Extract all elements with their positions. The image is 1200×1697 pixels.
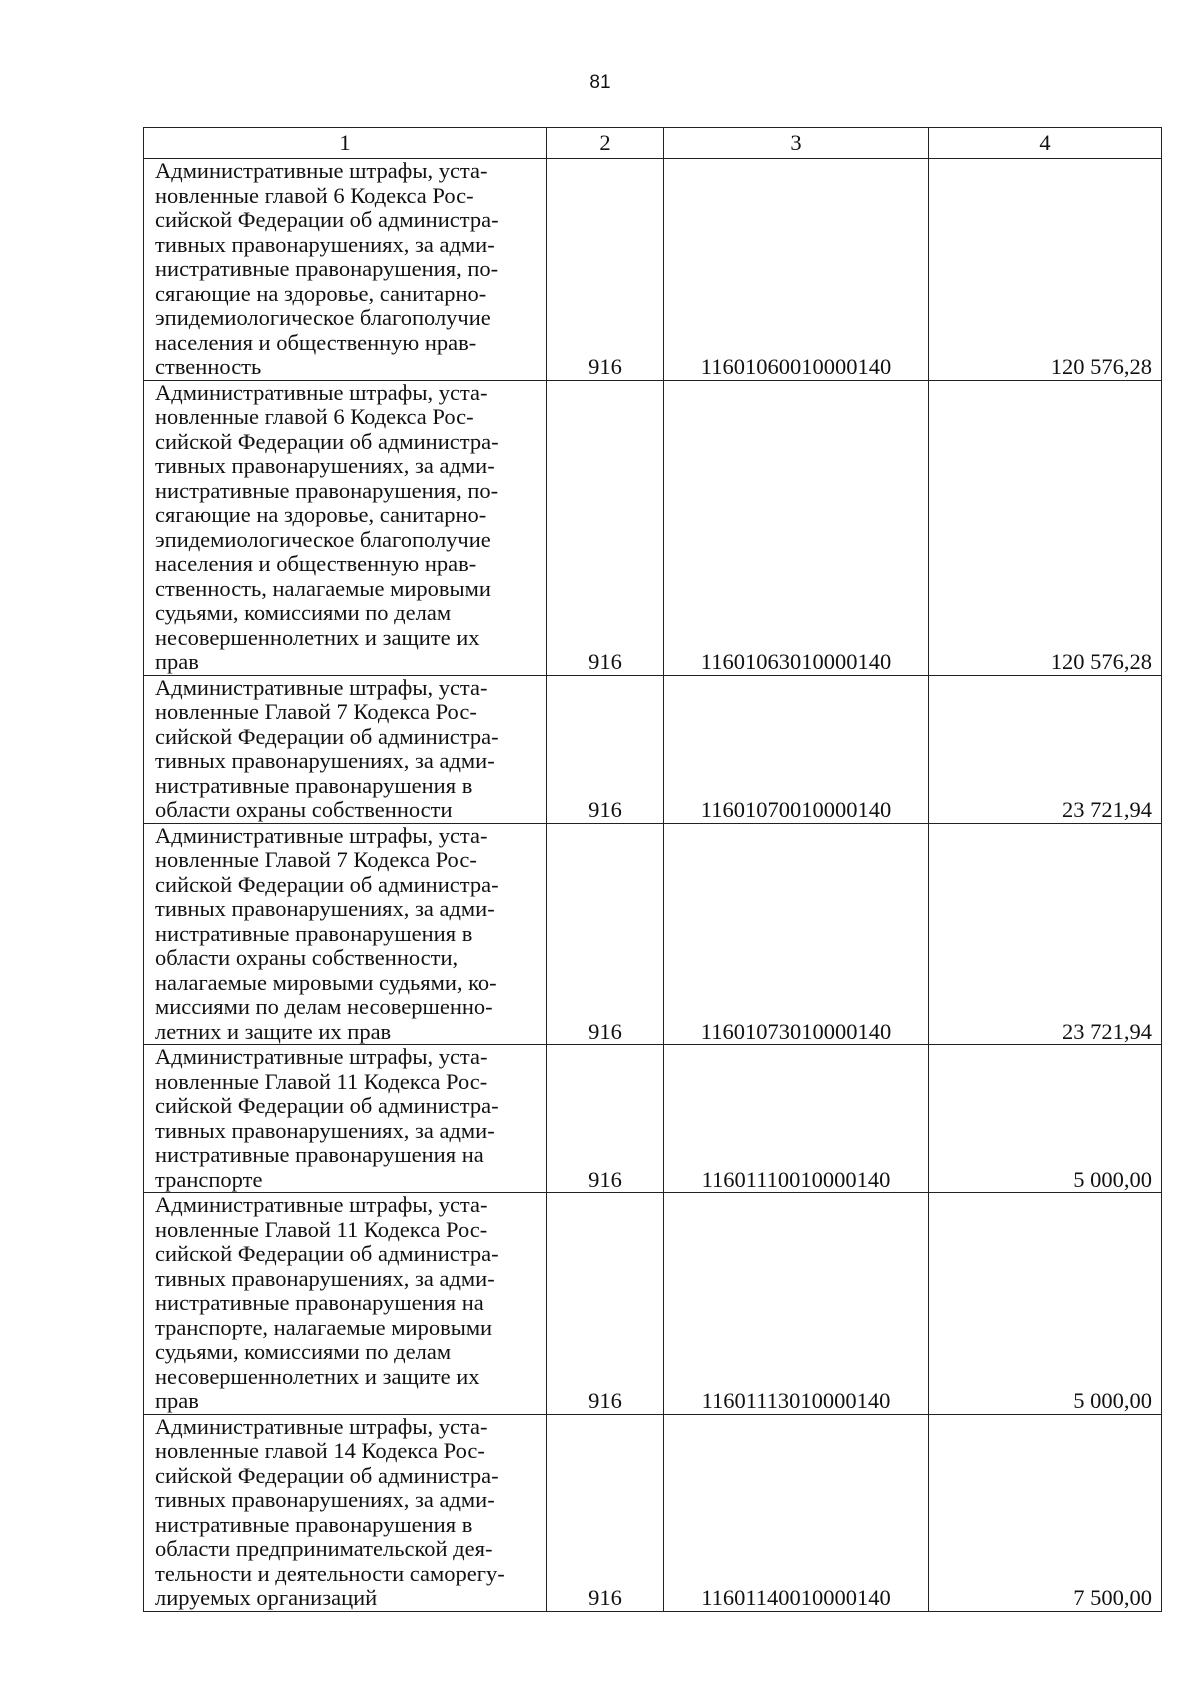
revenue-name-line: нистративные правонарушения на [155,1142,484,1167]
table-row [144,823,1162,1045]
revenue-name-line: нистративные правонарушения, по- [155,256,499,281]
amount-cell: 23 721,94 [929,823,1162,1045]
revenue-name-line: сийской Федерации об администра- [155,871,499,897]
revenue-name-line: несовершеннолетних и защите их [155,1363,480,1389]
budget-classification-code-cell: 11601073010000140 [664,823,929,1045]
table-row [144,380,1162,675]
budget-classification-code-cell: 11601110010000140 [664,1045,929,1193]
revenue-name-line: населения и общественную нрав- [155,551,477,576]
revenue-name-line: миссиями по делам несовершенно- [155,994,493,1019]
revenue-table [143,127,1162,1612]
table-row [144,159,1162,381]
amount-cell: 120 576,28 [929,380,1162,675]
revenue-name-line: транспорте, налагаемые мировыми [155,1314,493,1340]
revenue-name-line: Административные штрафы, уста- [155,822,488,848]
revenue-name-line: ственность, налагаемые мировыми [155,575,491,601]
revenue-name-line: нистративные правонарушения в [155,772,473,798]
revenue-name-line: новленные Главой 11 Кодекса Рос- [155,1068,488,1094]
column-header-1: 1 [144,128,547,159]
table-row [144,1045,1162,1193]
budget-classification-code-cell: 11601113010000140 [664,1193,929,1415]
revenue-name-line: налагаемые мировыми судьями, ко- [155,969,497,995]
revenue-name-line: новленные главой 14 Кодекса Рос- [155,1438,485,1463]
revenue-name-line: области предпринимательской дея- [155,1536,493,1561]
revenue-name-line: летних и защите их прав [155,1018,392,1044]
revenue-name-cell [144,380,547,675]
revenue-name-line: сягающие на здоровье, санитарно- [155,502,487,527]
table-row [144,1193,1162,1415]
revenue-name-line: сийской Федерации об администра- [155,428,499,454]
revenue-name-line: Административные штрафы, уста- [155,158,488,183]
budget-classification-code-cell: 11601060010000140 [664,159,929,381]
revenue-name-line: нистративные правонарушения в [155,920,473,946]
administrator-code-cell: 916 [547,1045,664,1193]
budget-classification-code-cell: 11601070010000140 [664,675,929,823]
revenue-name-line: области охраны собственности [155,797,453,822]
revenue-name-cell [144,823,547,1045]
administrator-code-cell: 916 [547,380,664,675]
table-body [144,159,1162,1612]
amount-cell: 5 000,00 [929,1193,1162,1415]
revenue-name-line: сийской Федерации об администра- [155,1093,499,1118]
amount-cell: 120 576,28 [929,159,1162,381]
revenue-name-line: новленные Главой 7 Кодекса Рос- [155,847,477,872]
revenue-name-line: сийской Федерации об администра- [155,723,499,749]
revenue-name-line: Административные штрафы, уста- [155,379,488,405]
revenue-name-line: эпидемиологическое благополучие [155,305,491,330]
revenue-name-line: сийской Федерации об администра- [155,1241,499,1266]
revenue-name-line: области охраны собственности, [155,945,459,970]
column-header-4: 4 [929,128,1162,159]
amount-cell: 23 721,94 [929,675,1162,823]
table-header-row [144,128,1162,159]
table-row [144,1414,1162,1611]
column-header-2: 2 [547,128,664,159]
revenue-name-line: тельности и деятельности саморегу- [155,1560,505,1586]
administrator-code-cell: 916 [547,1193,664,1415]
amount-cell: 5 000,00 [929,1045,1162,1193]
revenue-name-cell [144,1193,547,1415]
column-header-3: 3 [664,128,929,159]
revenue-name-line: ственность [155,354,262,379]
revenue-name-line: Административные штрафы, уста- [155,1192,488,1217]
revenue-name-line: нистративные правонарушения, по- [155,477,499,503]
revenue-name-line: новленные главой 6 Кодекса Рос- [155,182,474,208]
revenue-name-line: новленные Главой 11 Кодекса Рос- [155,1216,488,1242]
revenue-name-line: новленные главой 6 Кодекса Рос- [155,404,474,429]
budget-classification-code-cell: 11601063010000140 [664,380,929,675]
administrator-code-cell: 916 [547,675,664,823]
revenue-name-line: тивных правонарушениях, за адми- [155,748,495,773]
revenue-name-line: судьями, комиссиями по делам [155,600,452,625]
revenue-name-line: населения и общественную нрав- [155,329,477,355]
revenue-name-line: лируемых организаций [155,1585,378,1610]
revenue-name-line: сийской Федерации об администра- [155,1462,499,1488]
revenue-name-line: транспорте [155,1166,263,1192]
revenue-name-line: Административные штрафы, уста- [155,674,488,700]
revenue-name-line: судьями, комиссиями по делам [155,1339,452,1364]
revenue-name-line: тивных правонарушениях, за адми- [155,453,495,478]
budget-classification-code-cell: 11601140010000140 [664,1414,929,1611]
revenue-name-line: нистративные правонарушения на [155,1290,484,1315]
revenue-name-cell [144,1414,547,1611]
administrator-code-cell: 916 [547,159,664,381]
revenue-name-line: тивных правонарушениях, за адми- [155,1265,495,1291]
revenue-name-line: тивных правонарушениях, за адми- [155,1487,495,1512]
revenue-name-cell [144,159,547,381]
revenue-name-line: нистративные правонарушения в [155,1511,473,1537]
revenue-name-line: несовершеннолетних и защите их [155,624,480,650]
revenue-name-line: тивных правонарушениях, за адми- [155,231,495,257]
revenue-name-line: сягающие на здоровье, санитарно- [155,280,487,306]
revenue-name-line: Административные штрафы, уста- [155,1044,488,1069]
administrator-code-cell: 916 [547,1414,664,1611]
revenue-name-line: Административные штрафы, уста- [155,1413,488,1439]
administrator-code-cell: 916 [547,823,664,1045]
revenue-name-line: прав [155,1388,199,1413]
revenue-name-cell [144,675,547,823]
page-number: 81 [589,72,611,93]
revenue-name-line: тивных правонарушениях, за адми- [155,1117,495,1143]
amount-cell: 7 500,00 [929,1414,1162,1611]
revenue-name-line: эпидемиологическое благополучие [155,526,491,552]
revenue-name-line: прав [155,649,199,674]
revenue-name-line: сийской Федерации об администра- [155,207,499,232]
table-row [144,675,1162,823]
revenue-name-cell [144,1045,547,1193]
revenue-name-line: тивных правонарушениях, за адми- [155,896,495,921]
revenue-name-line: новленные Главой 7 Кодекса Рос- [155,699,477,724]
